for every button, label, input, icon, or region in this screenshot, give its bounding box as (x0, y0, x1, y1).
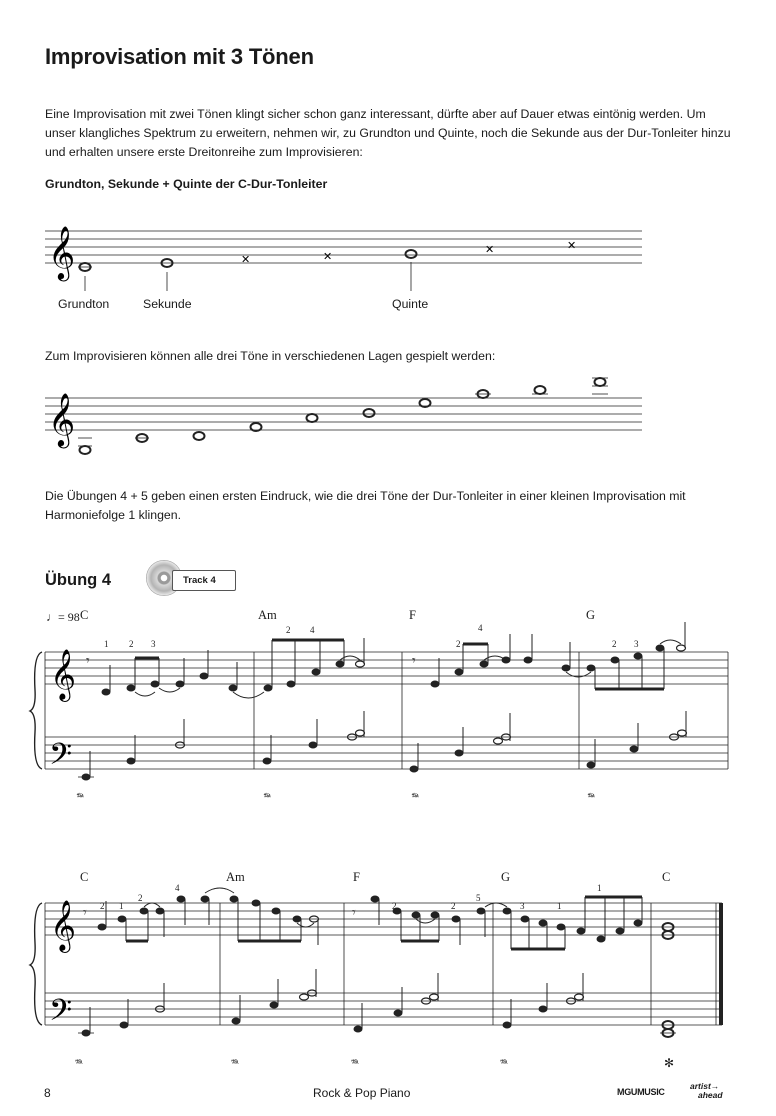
svg-text:2: 2 (612, 639, 617, 649)
svg-text:5: 5 (476, 893, 481, 903)
svg-text:2: 2 (138, 893, 143, 903)
pedal-icon: 𝆮 (75, 790, 83, 804)
brace-icon (30, 903, 42, 1025)
chord-symbol: F (409, 608, 416, 622)
intro-paragraph: Eine Improvisation mit zwei Tönen klingt sicher schon ganz interessant, dürfte aber auf Dauer etwas eintönig werden. Um unser klangliches Spektrum zu erweitern, nehmen wir, zu Grundton und Quinte, noch die Sekunde aus der Dur-Tonleiter hinzu und erhalten unsere erste Dreitonreihe zum Improvisieren: (45, 107, 731, 159)
treble-clef-icon: 𝄞 (48, 227, 76, 278)
treble-clef-icon: 𝄞 (48, 394, 76, 445)
label-grundton: Grundton (58, 297, 110, 311)
note-a-ghost: ✕ (485, 244, 495, 256)
pedal-icon: 𝆮 (262, 790, 270, 804)
treble-clef-icon: 𝄞 (50, 901, 77, 950)
svg-text:1: 1 (119, 901, 124, 911)
note-f-ghost: ✕ (323, 251, 333, 263)
left-hand-notes (78, 969, 676, 1037)
svg-text:𝄾: 𝄾 (352, 906, 356, 921)
svg-text:4: 4 (478, 623, 483, 633)
bass-clef-icon: 𝄢 (49, 994, 73, 1034)
svg-text:1: 1 (597, 883, 602, 893)
svg-text:2: 2 (129, 639, 134, 649)
pedal-icon: 𝆮 (500, 1056, 508, 1070)
svg-text:2: 2 (451, 901, 456, 911)
svg-text:2: 2 (456, 639, 461, 649)
right-hand-notes (83, 896, 674, 949)
svg-text:1: 1 (104, 639, 109, 649)
quarter-note-icon: ♩ (46, 610, 58, 624)
pedal-release-icon: ✻ (664, 1056, 675, 1070)
pedal-icon: 𝆮 (75, 1056, 83, 1070)
svg-text:4: 4 (175, 883, 180, 893)
exercise-title: Übung 4 (45, 571, 111, 589)
svg-text:2: 2 (286, 625, 291, 635)
pedal-icon: 𝆮 (410, 790, 418, 804)
imprint-logo: artist→ ahead (690, 1081, 723, 1100)
svg-text:𝄾: 𝄾 (412, 654, 416, 669)
exercise-paragraph: Die Übungen 4 + 5 geben einen ersten Eindruck, wie die drei Töne der Dur-Tonleiter in einer kleinen Improvisation mit Harmoniefolge 1 klingen. (45, 489, 686, 522)
section-subheading: Grundton, Sekunde + Quinte der C-Dur-Tonleiter (45, 177, 328, 191)
positions-paragraph: Zum Improvisieren können alle drei Töne in verschiedenen Lagen gespielt werden: (45, 349, 496, 363)
pedal-icon: 𝆮 (586, 790, 594, 804)
chord-symbol: Am (226, 870, 245, 884)
fingerings (100, 883, 602, 911)
chord-symbol: F (353, 870, 360, 884)
pedal-marks (75, 1056, 674, 1070)
svg-text:3: 3 (520, 901, 525, 911)
pedal-icon: 𝆮 (351, 1056, 359, 1070)
svg-text:2: 2 (392, 901, 397, 911)
page-number: 8 (44, 1086, 51, 1100)
svg-text:3: 3 (634, 639, 639, 649)
page-title: Improvisation mit 3 Tönen (45, 44, 314, 69)
bass-clef-icon: 𝄢 (49, 738, 73, 778)
eighth-rest-icon: 𝄾 (86, 654, 90, 669)
svg-text:𝄾: 𝄾 (83, 906, 87, 921)
svg-text:4: 4 (310, 625, 315, 635)
chord-symbol: C (80, 870, 89, 884)
label-sekunde: Sekunde (143, 297, 192, 311)
chord-symbol: C (80, 608, 89, 622)
treble-clef-icon: 𝄞 (50, 650, 77, 699)
svg-text:1: 1 (557, 901, 562, 911)
book-title: Rock & Pop Piano (313, 1086, 411, 1100)
svg-text:2: 2 (100, 901, 105, 911)
publisher-logo: MGUMUSIC (617, 1087, 665, 1097)
tempo-value: = 98 (58, 610, 80, 624)
note-h-ghost: ✕ (567, 240, 577, 252)
chord-symbol: G (501, 870, 511, 884)
pedal-icon: 𝆮 (231, 1056, 239, 1070)
chord-symbol: C (662, 870, 671, 884)
chord-symbol: G (586, 608, 596, 622)
final-barline (719, 903, 723, 1025)
track-label: Track 4 (172, 570, 236, 591)
note-e-ghost: ✕ (241, 254, 251, 266)
label-quinte: Quinte (392, 297, 429, 311)
svg-text:3: 3 (151, 639, 156, 649)
chord-symbol: Am (258, 608, 277, 622)
